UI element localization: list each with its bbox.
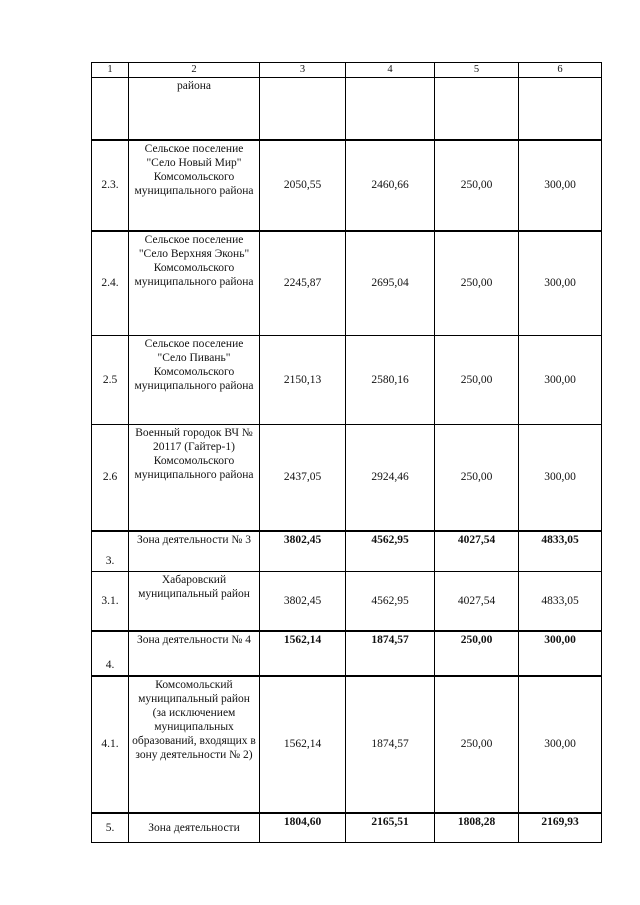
row-name: Хабаровский муниципальный район xyxy=(129,572,260,631)
value-col6: 2169,93 xyxy=(519,813,602,843)
row-number: 5. xyxy=(92,813,129,843)
row-name: Зона деятельности № 4 xyxy=(129,631,260,676)
value-col6: 300,00 xyxy=(519,425,602,531)
value-col6: 300,00 xyxy=(519,231,602,336)
value-col4: 2580,16 xyxy=(346,336,435,425)
row-number xyxy=(92,78,129,140)
value-col6: 4833,05 xyxy=(519,531,602,572)
row-name: Военный городок ВЧ № 20117 (Гайтер-1) Комсомольского муниципального района xyxy=(129,425,260,531)
table-row xyxy=(92,531,602,572)
header-cell: 1 xyxy=(92,63,129,78)
table-row xyxy=(92,813,602,843)
row-name: Зона деятельности № 3 xyxy=(129,531,260,572)
table-row xyxy=(92,631,602,676)
row-number: 2.3. xyxy=(92,140,129,231)
value-col3: 3802,45 xyxy=(260,572,346,631)
value-col5: 250,00 xyxy=(435,631,519,676)
value-col5: 4027,54 xyxy=(435,572,519,631)
value-col6: 4833,05 xyxy=(519,572,602,631)
value-col5: 1808,28 xyxy=(435,813,519,843)
tariff-table xyxy=(91,62,602,843)
value-col3: 3802,45 xyxy=(260,531,346,572)
value-col3: 2245,87 xyxy=(260,231,346,336)
value-col6: 300,00 xyxy=(519,336,602,425)
row-number: 4.1. xyxy=(92,676,129,813)
value-col3: 1804,60 xyxy=(260,813,346,843)
value-col5: 250,00 xyxy=(435,336,519,425)
value-col6: 300,00 xyxy=(519,631,602,676)
value-col4: 1874,57 xyxy=(346,676,435,813)
row-name: Зона деятельности xyxy=(129,813,260,843)
value-col3: 1562,14 xyxy=(260,676,346,813)
row-number: 2.5 xyxy=(92,336,129,425)
table-row xyxy=(92,78,602,140)
value-col5: 250,00 xyxy=(435,425,519,531)
table-row xyxy=(92,572,602,631)
value-col6 xyxy=(519,78,602,140)
table-row xyxy=(92,336,602,425)
value-col4 xyxy=(346,78,435,140)
value-col5: 4027,54 xyxy=(435,531,519,572)
value-col3: 2437,05 xyxy=(260,425,346,531)
value-col4: 2924,46 xyxy=(346,425,435,531)
value-col3: 2050,55 xyxy=(260,140,346,231)
row-number: 3. xyxy=(92,531,129,572)
row-name: Сельское поселение "Село Пивань" Комсомольского муниципального района xyxy=(129,336,260,425)
value-col4: 4562,95 xyxy=(346,572,435,631)
value-col6: 300,00 xyxy=(519,140,602,231)
header-cell: 3 xyxy=(260,63,346,78)
value-col5: 250,00 xyxy=(435,140,519,231)
value-col4: 1874,57 xyxy=(346,631,435,676)
table-row xyxy=(92,425,602,531)
row-number: 3.1. xyxy=(92,572,129,631)
row-name: Комсомольский муниципальный район (за исключением муниципальных образований, входящих в зону деятельности № 2) xyxy=(129,676,260,813)
row-name: Сельское поселение "Село Верхняя Эконь" Комсомольского муниципального района xyxy=(129,231,260,336)
value-col4: 2460,66 xyxy=(346,140,435,231)
table-header-row xyxy=(92,63,602,78)
row-name: района xyxy=(129,78,260,140)
row-number: 2.4. xyxy=(92,231,129,336)
value-col3: 1562,14 xyxy=(260,631,346,676)
value-col4: 2695,04 xyxy=(346,231,435,336)
header-cell: 5 xyxy=(435,63,519,78)
value-col6: 300,00 xyxy=(519,676,602,813)
table-row xyxy=(92,231,602,336)
value-col4: 2165,51 xyxy=(346,813,435,843)
table-row xyxy=(92,140,602,231)
header-cell: 4 xyxy=(346,63,435,78)
row-number: 4. xyxy=(92,631,129,676)
value-col5: 250,00 xyxy=(435,676,519,813)
row-name: Сельское поселение "Село Новый Мир" Комсомольского муниципального района xyxy=(129,140,260,231)
header-cell: 6 xyxy=(519,63,602,78)
table-row xyxy=(92,676,602,813)
value-col3: 2150,13 xyxy=(260,336,346,425)
value-col3 xyxy=(260,78,346,140)
row-number: 2.6 xyxy=(92,425,129,531)
value-col5 xyxy=(435,78,519,140)
value-col4: 4562,95 xyxy=(346,531,435,572)
header-cell: 2 xyxy=(129,63,260,78)
value-col5: 250,00 xyxy=(435,231,519,336)
